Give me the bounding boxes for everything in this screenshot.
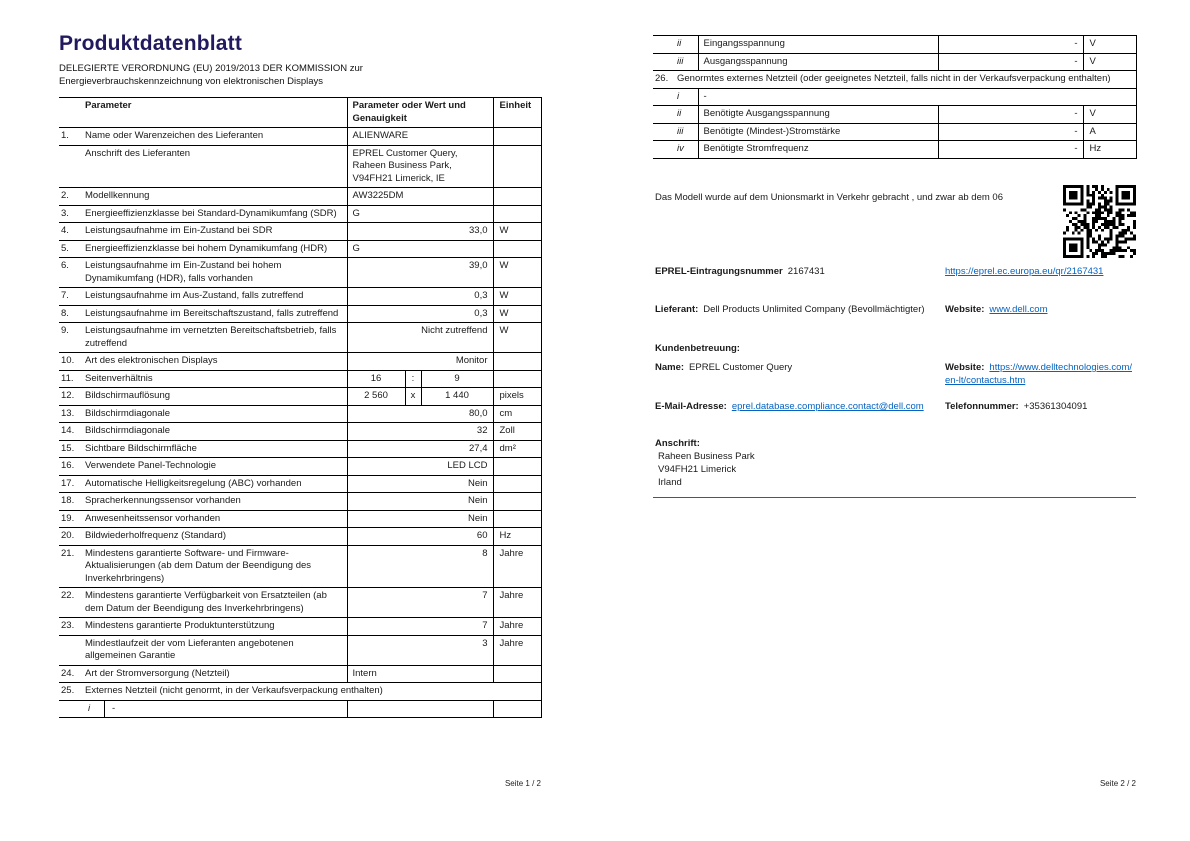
row-number: 6. — [59, 258, 81, 288]
row-label: Energieeffizienzklasse bei Standard-Dynamikumfang (SDR) — [81, 205, 347, 223]
row-label: Automatische Helligkeitsregelung (ABC) vorhanden — [81, 475, 347, 493]
table-row — [59, 388, 541, 406]
table-row — [59, 458, 541, 476]
row-value: 33,0 — [347, 223, 493, 241]
row-number — [59, 635, 81, 665]
row-label: Leistungsaufnahme im Bereitschaftszustand, falls zutreffend — [81, 305, 347, 323]
value-part: x — [405, 388, 422, 405]
row-number: 21. — [59, 545, 81, 588]
row-label: Benötigte Ausgangsspannung — [698, 106, 938, 124]
subtitle-line-2: Energieverbrauchskennzeichnung von elektronischen Displays — [59, 76, 324, 87]
table-row — [653, 71, 1136, 89]
row-number — [59, 700, 81, 718]
table-row — [59, 528, 541, 546]
row-number: 10. — [59, 353, 81, 371]
row-number: 22. — [59, 588, 81, 618]
row-label: Anschrift des Lieferanten — [81, 145, 347, 188]
row-number — [59, 145, 81, 188]
value-part: 9 — [454, 372, 460, 384]
row-number — [653, 106, 673, 124]
row-label: Verwendete Panel-Technologie — [81, 458, 347, 476]
row-number: 12. — [59, 388, 81, 406]
row-label: Benötigte (Mindest-)Stromstärke — [698, 123, 938, 141]
row-unit — [493, 240, 541, 258]
table-row — [653, 36, 1136, 54]
roman-numeral: iv — [673, 141, 698, 159]
row-label: Energieeffizienzklasse bei hohem Dynamikumfang (HDR) — [81, 240, 347, 258]
table-continuation-wrap — [653, 35, 1136, 159]
table-row — [653, 123, 1136, 141]
row-unit: Jahre — [493, 635, 541, 665]
table-row — [59, 545, 541, 588]
row-unit — [493, 128, 541, 146]
row-value: 27,4 — [347, 440, 493, 458]
row-unit: W — [493, 288, 541, 306]
row-value: - — [938, 141, 1083, 159]
table-row — [59, 128, 541, 146]
table-row — [59, 288, 541, 306]
row-value: EPREL Customer Query, Raheen Business Park, V94FH21 Limerick, IE — [347, 145, 493, 188]
row-unit — [493, 493, 541, 511]
roman-numeral: i — [673, 88, 698, 106]
email-left — [655, 400, 943, 413]
table-row — [59, 683, 541, 701]
row-label: Spracherkennungssensor vorhanden — [81, 493, 347, 511]
table-row — [59, 223, 541, 241]
supplier-value: Dell Products Unlimited Company (Bevollmächtigter) — [703, 304, 925, 315]
eprel-qr-link[interactable]: https://eprel.ec.europa.eu/qr/2167431 — [945, 266, 1104, 277]
row-value — [347, 700, 493, 718]
phone-value: +35361304091 — [1023, 401, 1088, 412]
row-unit: Hz — [493, 528, 541, 546]
name-label: Name: — [655, 362, 685, 373]
row-label: Name oder Warenzeichen des Lieferanten — [81, 128, 347, 146]
row-label: Mindestens garantierte Produktunterstützung — [81, 618, 347, 636]
row-unit: Jahre — [493, 545, 541, 588]
contact-name-left — [655, 361, 943, 374]
row-unit: Jahre — [493, 618, 541, 636]
row-label: Bildschirmauflösung — [81, 388, 347, 406]
row-label: Sichtbare Bildschirmfläche — [81, 440, 347, 458]
website-label-2: Website: — [945, 362, 985, 373]
row-unit: V — [1083, 53, 1136, 71]
row-unit: Zoll — [493, 423, 541, 441]
roman-numeral: i — [81, 701, 105, 718]
row-number: 26. — [653, 71, 673, 89]
row-label: Art des elektronischen Displays — [81, 353, 347, 371]
row-value: - — [938, 123, 1083, 141]
email-link[interactable]: eprel.database.compliance.contact@dell.com — [731, 401, 924, 412]
row-unit — [493, 370, 541, 388]
row-value: - — [938, 53, 1083, 71]
subtitle-line-1: DELEGIERTE VERORDNUNG (EU) 2019/2013 DER KOMMISSION zur — [59, 63, 363, 74]
row-label: Mindestlaufzeit der vom Lieferanten angebotenen allgemeinen Garantie — [81, 635, 347, 665]
table-row — [59, 353, 541, 371]
table-row — [59, 700, 541, 718]
row-number: 24. — [59, 665, 81, 683]
row-label: Bildwiederholfrequenz (Standard) — [81, 528, 347, 546]
table-row — [59, 323, 541, 353]
row-value: 0,3 — [347, 305, 493, 323]
row-value: Nein — [347, 493, 493, 511]
row-value: LED LCD — [347, 458, 493, 476]
row-unit: Hz — [1083, 141, 1136, 159]
table-row — [59, 440, 541, 458]
table-row — [59, 145, 541, 188]
table-row — [59, 475, 541, 493]
row-unit: W — [493, 323, 541, 353]
row-value: Monitor — [347, 353, 493, 371]
row-label: Art der Stromversorgung (Netzteil) — [81, 665, 347, 683]
eprel-number-label: EPREL-Eintragungsnummer — [655, 266, 783, 277]
row-number: 19. — [59, 510, 81, 528]
col-header-value: Parameter oder Wert und Genauigkeit — [347, 98, 493, 128]
product-data-table — [59, 97, 542, 718]
roman-numeral: ii — [673, 106, 698, 124]
address-line-3: Irland — [658, 477, 682, 488]
row-unit — [493, 458, 541, 476]
page-title: Produktdatenblatt — [59, 32, 243, 55]
row-value-split — [347, 388, 493, 406]
row-unit: cm — [493, 405, 541, 423]
row-label-span: Externes Netzteil (nicht genormt, in der Verkaufsverpackung enthalten) — [81, 683, 541, 701]
page-number-2: Seite 2 / 2 — [1099, 779, 1136, 788]
col-header-parameter: Parameter — [81, 98, 347, 128]
table-header-row — [59, 98, 541, 128]
row-label: Seitenverhältnis — [81, 370, 347, 388]
supplier-label: Lieferant: — [655, 304, 699, 315]
row-number: 2. — [59, 188, 81, 206]
address-label: Anschrift: — [655, 438, 700, 449]
row-number: 17. — [59, 475, 81, 493]
table-row — [59, 405, 541, 423]
table-row — [59, 423, 541, 441]
eprel-registration-right — [945, 265, 1136, 278]
row-number: 11. — [59, 370, 81, 388]
row-value-split — [347, 370, 493, 388]
address-line-1: Raheen Business Park — [658, 451, 755, 462]
row-number — [653, 141, 673, 159]
row-unit: dm² — [493, 440, 541, 458]
roman-numeral: iii — [673, 123, 698, 141]
table-row — [59, 240, 541, 258]
row-number: 18. — [59, 493, 81, 511]
header-spacer — [59, 98, 81, 128]
row-label: Leistungsaufnahme im vernetzten Bereitschaftsbetrieb, falls zutreffend — [81, 323, 347, 353]
value-part: 16 — [370, 372, 382, 384]
row-number — [653, 123, 673, 141]
row-label: Mindestens garantierte Software- und Firmware-Aktualisierungen (ab dem Datum der Beendigung des Inverkehrbringens) — [81, 545, 347, 588]
row-value: Intern — [347, 665, 493, 683]
table-row — [59, 370, 541, 388]
row-label: Ausgangsspannung — [698, 53, 938, 71]
table-row — [59, 635, 541, 665]
customer-care-label: Kundenbetreuung: — [655, 343, 740, 354]
row-label: Modellkennung — [81, 188, 347, 206]
website-label-1: Website: — [945, 304, 985, 315]
row-unit: V — [1083, 106, 1136, 124]
row-unit — [493, 510, 541, 528]
supplier-left — [655, 303, 943, 316]
row-value: 0,3 — [347, 288, 493, 306]
row-number — [653, 88, 673, 106]
roman-numeral: ii — [673, 36, 698, 54]
value-part: 2 560 — [364, 390, 388, 401]
value-part: : — [405, 371, 422, 388]
row-value: - — [938, 106, 1083, 124]
row-unit — [493, 665, 541, 683]
table-row — [653, 106, 1136, 124]
row-label: Benötigte Stromfrequenz — [698, 141, 938, 159]
page-1 — [59, 32, 541, 718]
row-unit: W — [493, 258, 541, 288]
row-value: 7 — [347, 588, 493, 618]
value-part: 1 440 — [445, 390, 469, 401]
row-value: 7 — [347, 618, 493, 636]
row-value: AW3225DM — [347, 188, 493, 206]
row-value: 80,0 — [347, 405, 493, 423]
roman-numeral: iii — [673, 53, 698, 71]
page-2 — [653, 0, 1136, 841]
email-label: E-Mail-Adresse: — [655, 401, 727, 412]
row-label: Leistungsaufnahme im Ein-Zustand bei hohem Dynamikumfang (HDR), falls vorhanden — [81, 258, 347, 288]
row-unit: A — [1083, 123, 1136, 141]
row-number: 13. — [59, 405, 81, 423]
regulation-subtitle — [59, 62, 541, 88]
phone-right — [945, 400, 1136, 413]
row-number: 1. — [59, 128, 81, 146]
row-label: Mindestens garantierte Verfügbarkeit von Ersatzteilen (ab dem Datum der Beendigung des Inverkehrbringens) — [81, 588, 347, 618]
product-data-table-continued — [653, 35, 1137, 159]
name-value: EPREL Customer Query — [689, 362, 793, 373]
table-row — [59, 665, 541, 683]
eprel-number-value: 2167431 — [787, 266, 825, 277]
row-number: 8. — [59, 305, 81, 323]
row-number — [653, 36, 673, 54]
table-row — [653, 88, 1136, 106]
row-value: 32 — [347, 423, 493, 441]
row-label: Bildschirmdiagonale — [81, 405, 347, 423]
sub-row-value: - — [112, 702, 116, 714]
row-label: Eingangsspannung — [698, 36, 938, 54]
row-label-span: Genormtes externes Netzteil (oder geeignetes Netzteil, falls nicht in der Verkaufsverpackung enthalten) — [673, 71, 1136, 89]
table-row — [59, 305, 541, 323]
col-header-unit: Einheit — [493, 98, 541, 128]
row-value: Nein — [347, 510, 493, 528]
row-label: Anwesenheitssensor vorhanden — [81, 510, 347, 528]
page-number-1: Seite 1 / 2 — [504, 779, 541, 788]
row-unit — [493, 205, 541, 223]
row-label: Bildschirmdiagonale — [81, 423, 347, 441]
table-row — [59, 588, 541, 618]
row-unit — [493, 353, 541, 371]
row-value: G — [347, 205, 493, 223]
section-divider — [653, 497, 1136, 498]
qr-code — [1063, 185, 1136, 258]
row-unit: W — [493, 223, 541, 241]
row-unit: W — [493, 305, 541, 323]
row-value: 39,0 — [347, 258, 493, 288]
address-line-2: V94FH21 Limerick — [658, 464, 737, 475]
contact-name-right — [945, 361, 1136, 387]
dell-website-link[interactable]: www.dell.com — [989, 304, 1048, 315]
table-row — [59, 618, 541, 636]
contactus-link[interactable]: https://www.delltechnologies.com/en-lt/contactus.htm — [945, 362, 1132, 386]
eprel-registration-left — [655, 265, 943, 278]
row-unit — [493, 475, 541, 493]
row-unit: pixels — [493, 388, 541, 406]
table-row — [653, 53, 1136, 71]
row-value: G — [347, 240, 493, 258]
row-number — [653, 53, 673, 71]
row-unit — [493, 188, 541, 206]
row-number: 3. — [59, 205, 81, 223]
row-value: 60 — [347, 528, 493, 546]
sub-row-value: - — [698, 88, 1136, 106]
row-value: 8 — [347, 545, 493, 588]
row-number: 16. — [59, 458, 81, 476]
table-row — [59, 258, 541, 288]
row-value: ALIENWARE — [347, 128, 493, 146]
row-number: 7. — [59, 288, 81, 306]
row-value: Nein — [347, 475, 493, 493]
address-lines — [655, 437, 943, 489]
table-row — [59, 205, 541, 223]
row-value: - — [938, 36, 1083, 54]
row-number: 9. — [59, 323, 81, 353]
row-number: 25. — [59, 683, 81, 701]
row-value: Nicht zutreffend — [347, 323, 493, 353]
row-sub-item — [81, 700, 347, 718]
row-number: 23. — [59, 618, 81, 636]
phone-label: Telefonnummer: — [945, 401, 1019, 412]
market-placement-statement: Das Modell wurde auf dem Unionsmarkt in Verkehr gebracht , und zwar ab dem 06 — [655, 192, 1003, 203]
row-label: Leistungsaufnahme im Ein-Zustand bei SDR — [81, 223, 347, 241]
row-number: 20. — [59, 528, 81, 546]
row-unit — [493, 145, 541, 188]
table-row — [59, 493, 541, 511]
row-number: 15. — [59, 440, 81, 458]
row-label: Leistungsaufnahme im Aus-Zustand, falls zutreffend — [81, 288, 347, 306]
table-row — [59, 510, 541, 528]
row-number: 14. — [59, 423, 81, 441]
row-unit — [493, 700, 541, 718]
supplier-right — [945, 303, 1136, 316]
table-row — [59, 188, 541, 206]
table-row — [653, 141, 1136, 159]
row-number: 5. — [59, 240, 81, 258]
row-number: 4. — [59, 223, 81, 241]
row-unit: V — [1083, 36, 1136, 54]
row-unit: Jahre — [493, 588, 541, 618]
row-value: 3 — [347, 635, 493, 665]
